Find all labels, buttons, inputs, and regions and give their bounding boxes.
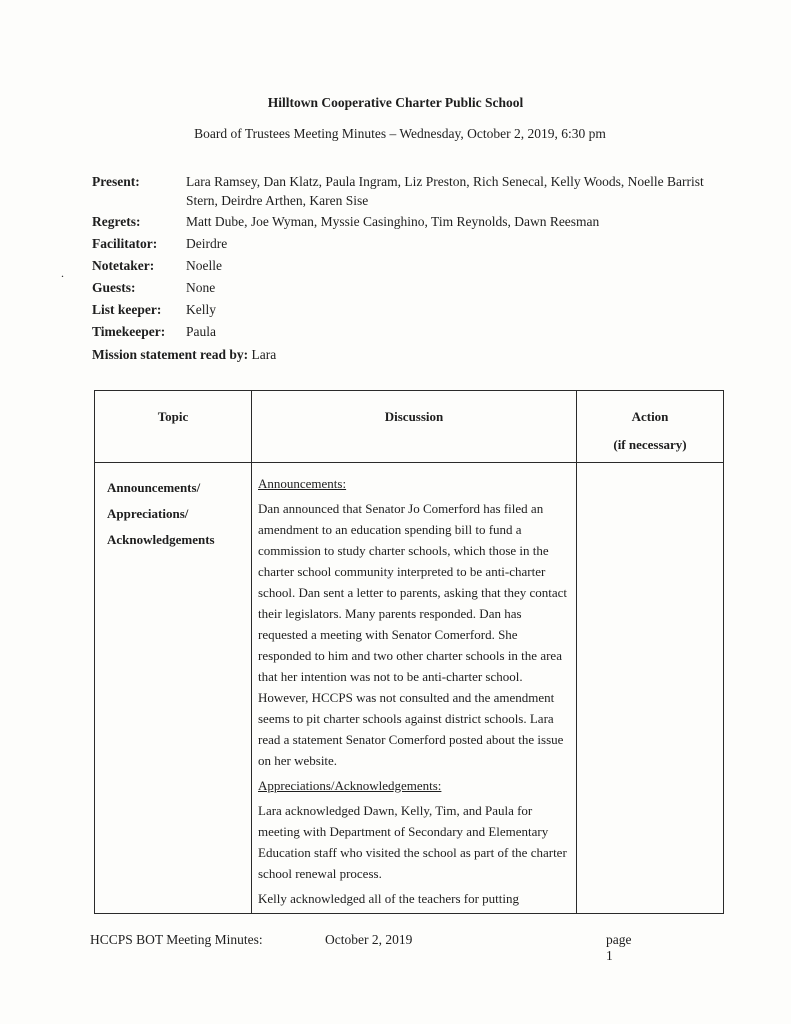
- discussion-cell: [252, 463, 577, 914]
- header-action-sub: (if necessary): [613, 437, 687, 452]
- appreciations-heading: Appreciations/Acknowledgements:: [258, 778, 442, 793]
- announcements-text: Dan announced that Senator Jo Comerford has filed an amendment to an education spending bill to fund a commission to study charter schools, which those in the charter school community interpreted to be anti-charter school. Dan sent a letter to parents, asking that they contact their legislators. Many parents responded. Dan has requested a meeting with Senator Comerford. She responded to him and two other charter schools in the area that her intention was not to be anti-charter school. However, HCCPS was not consulted and the amendment seems to pit charter schools against district schools. Lara read a statement Senator Comerford posted about the issue on her website.: [258, 501, 568, 768]
- document-subtitle: Board of Trustees Meeting Minutes – Wednesday, October 2, 2019, 6:30 pm: [194, 126, 606, 141]
- attendance-value: None: [186, 280, 216, 295]
- attendance-timekeeper: [92, 322, 712, 342]
- attendance-value: Matt Dube, Joe Wyman, Myssie Casinghino, Tim Reynolds, Dawn Reesman: [186, 214, 600, 229]
- attendance-value: Paula: [186, 324, 216, 339]
- footer-date: October 2, 2019: [325, 932, 413, 947]
- appreciations-text: Lara acknowledged Dawn, Kelly, Tim, and Paula for meeting with Department of Secondary and Elementary Education staff who visited the school as part of the charter school renewal process.: [258, 803, 567, 881]
- attendance-regrets: [92, 212, 712, 232]
- mission-value: Lara: [251, 347, 277, 362]
- attendance-label: Facilitator:: [92, 236, 158, 251]
- attendance-label: Present:: [92, 174, 140, 189]
- attendance-notetaker: [92, 256, 712, 276]
- topic-line: Announcements/: [107, 480, 201, 495]
- attendance-label: List keeper:: [92, 302, 162, 317]
- table-row: [95, 463, 724, 914]
- mission-label: Mission statement read by:: [92, 347, 249, 362]
- table-header-row: [95, 391, 724, 463]
- document-title: Hilltown Cooperative Charter Public School: [267, 95, 524, 110]
- attendance-value: Deirdre: [186, 236, 228, 251]
- stray-mark: .: [61, 266, 64, 280]
- header-discussion: Discussion: [252, 391, 577, 463]
- header-action-label: Action: [631, 409, 669, 424]
- attendance-label: Notetaker:: [92, 258, 155, 273]
- action-cell: [577, 463, 724, 914]
- attendance-value: Kelly: [186, 302, 216, 317]
- attendance-label: Guests:: [92, 280, 136, 295]
- attendance-value: Lara Ramsey, Dan Klatz, Paula Ingram, Liz Preston, Rich Senecal, Kelly Woods, Noelle Barrist Stern, Deirdre Arthen, Karen Sise: [186, 174, 704, 208]
- topic-line: Appreciations/: [107, 506, 189, 521]
- attendance-label: Regrets:: [92, 214, 141, 229]
- topic-line: Acknowledgements: [107, 532, 215, 547]
- attendance-facilitator: [92, 234, 712, 254]
- appreciations-text-continued: Kelly acknowledged all of the teachers for putting: [258, 891, 519, 906]
- attendance-value: Noelle: [186, 258, 222, 273]
- mission-statement-line: [92, 345, 712, 365]
- minutes-table: [94, 390, 724, 914]
- attendance-guests: [92, 278, 712, 298]
- footer-page-number: page 1: [606, 932, 632, 963]
- footer-label: HCCPS BOT Meeting Minutes:: [90, 932, 263, 947]
- attendance-block: [92, 172, 712, 365]
- attendance-present: [92, 172, 712, 210]
- announcements-heading: Announcements:: [258, 476, 347, 491]
- attendance-label: Timekeeper:: [92, 324, 166, 339]
- header-action: [577, 391, 724, 463]
- header-topic: Topic: [95, 391, 252, 463]
- topic-cell: [95, 463, 252, 914]
- attendance-list-keeper: [92, 300, 712, 320]
